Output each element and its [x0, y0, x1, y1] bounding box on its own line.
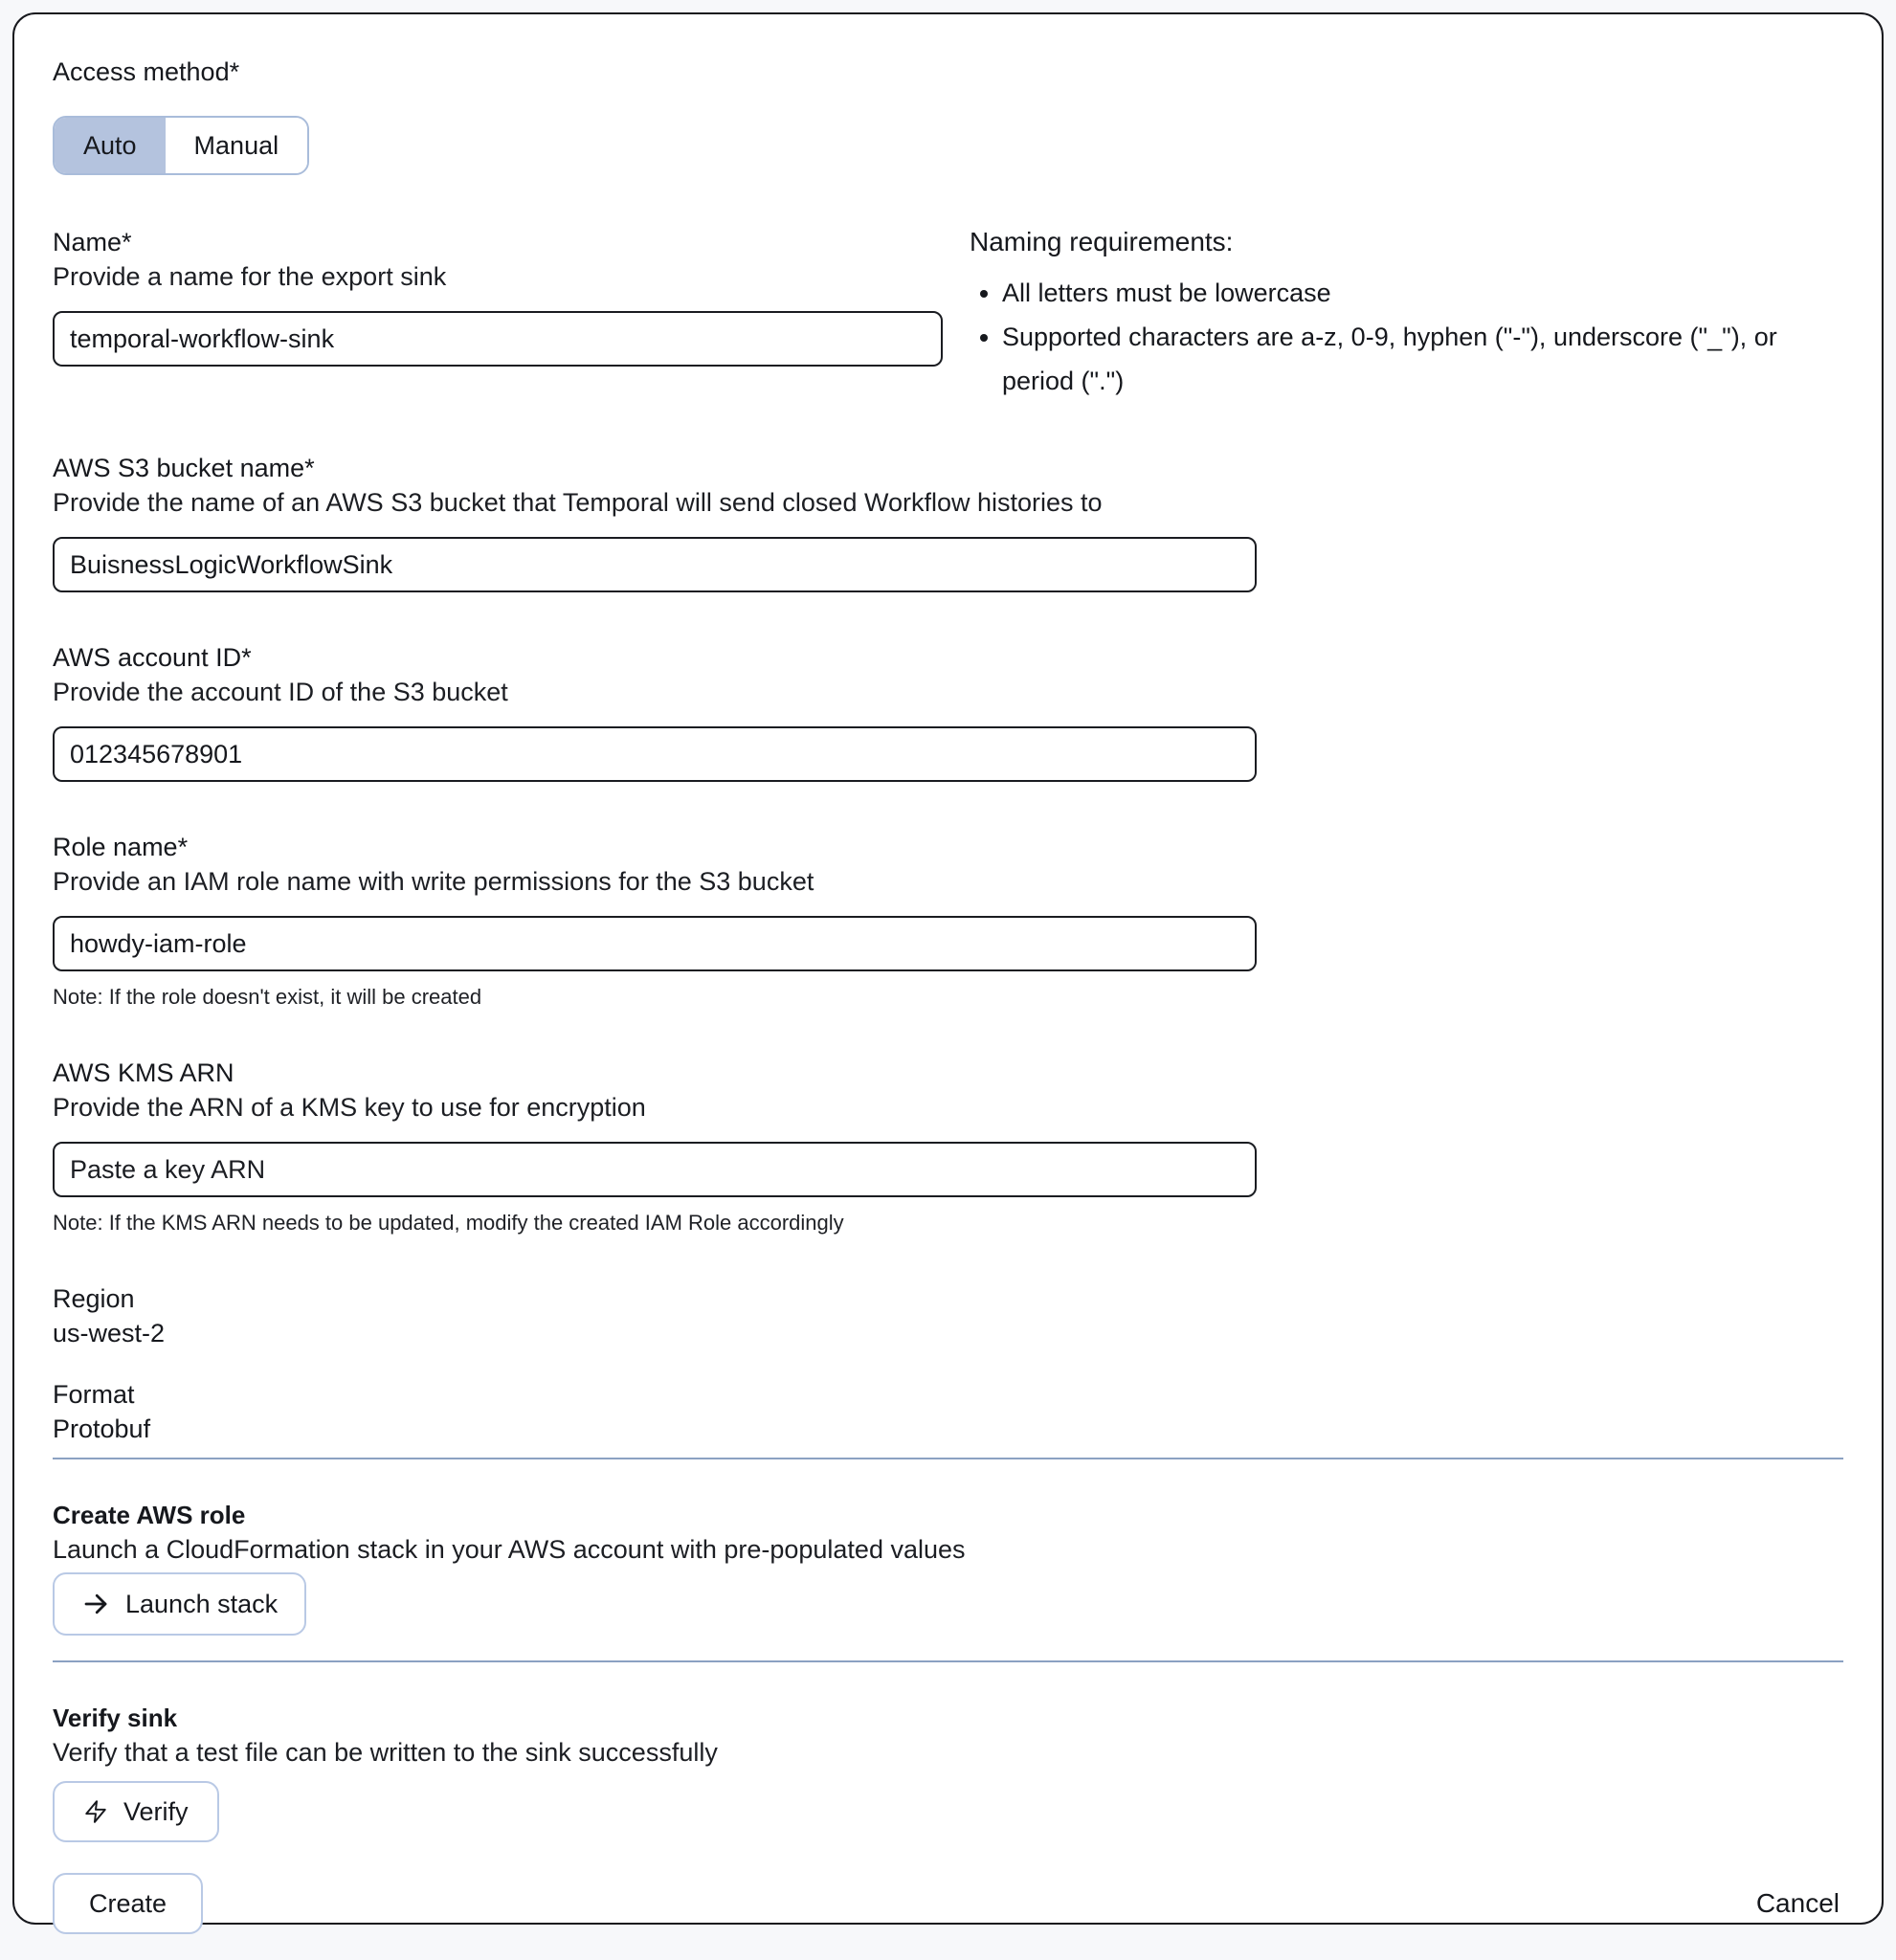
- launch-stack-button[interactable]: [53, 1572, 306, 1636]
- s3-bucket-label: AWS S3 bucket name*: [53, 454, 315, 482]
- format-value: Protobuf: [53, 1414, 151, 1443]
- section-divider: [53, 1660, 1843, 1662]
- form-actions: [53, 1873, 1843, 1934]
- create-aws-role-description: Launch a CloudFormation stack in your AWS account with pre-populated values: [53, 1535, 966, 1564]
- name-input[interactable]: [53, 311, 943, 367]
- create-aws-role-title: Create AWS role: [53, 1501, 246, 1529]
- role-name-field: [53, 830, 1843, 1012]
- create-button-label: Create: [89, 1888, 167, 1918]
- access-method-label: Access method*: [53, 57, 240, 86]
- verify-sink-description: Verify that a test file can be written to the sink successfully: [53, 1738, 718, 1767]
- role-name-input[interactable]: [53, 916, 1257, 971]
- account-id-description: Provide the account ID of the S3 bucket: [53, 678, 508, 706]
- naming-requirements-title: Naming requirements:: [970, 227, 1234, 256]
- kms-arn-note: Note: If the KMS ARN needs to be updated, modify the created IAM Role accordingly: [53, 1211, 844, 1235]
- kms-arn-input[interactable]: [53, 1142, 1257, 1197]
- kms-arn-description: Provide the ARN of a KMS key to use for encryption: [53, 1093, 646, 1122]
- name-description: Provide a name for the export sink: [53, 262, 447, 291]
- naming-requirement-item: • Supported characters are a-z, 0-9, hyphen ("-"), underscore ("_"), or period ("."): [1002, 315, 1843, 403]
- access-method-field: [53, 55, 1843, 175]
- section-divider: [53, 1458, 1843, 1459]
- access-method-option-manual[interactable]: Manual: [166, 118, 308, 173]
- export-sink-form-card: [12, 12, 1884, 1925]
- verify-sink-section: [53, 1701, 1843, 1842]
- format-field: [53, 1377, 1843, 1446]
- verify-button[interactable]: [53, 1781, 219, 1842]
- access-method-option-auto[interactable]: Auto: [55, 118, 166, 173]
- name-field: [53, 225, 943, 403]
- s3-bucket-field: [53, 451, 1843, 592]
- account-id-field: [53, 640, 1843, 782]
- arrow-right-icon: [81, 1590, 110, 1618]
- verify-button-label: Verify: [123, 1796, 189, 1826]
- format-label: Format: [53, 1380, 135, 1409]
- create-button[interactable]: [53, 1873, 203, 1934]
- zap-icon: [83, 1799, 108, 1824]
- s3-bucket-input[interactable]: [53, 537, 1257, 592]
- kms-arn-field: [53, 1056, 1843, 1237]
- naming-requirement-item: • All letters must be lowercase: [1002, 271, 1843, 315]
- naming-requirements: [970, 225, 1843, 403]
- cancel-button[interactable]: Cancel: [1752, 1881, 1843, 1927]
- verify-sink-title: Verify sink: [53, 1704, 178, 1732]
- region-field: [53, 1281, 1843, 1350]
- role-name-note: Note: If the role doesn't exist, it will be created: [53, 985, 482, 1009]
- kms-arn-label: AWS KMS ARN: [53, 1058, 234, 1087]
- launch-stack-button-label: Launch stack: [125, 1589, 279, 1618]
- name-label: Name*: [53, 228, 132, 256]
- role-name-description: Provide an IAM role name with write permissions for the S3 bucket: [53, 867, 814, 896]
- naming-requirements-list: [1002, 271, 1843, 403]
- name-row: [53, 225, 1843, 403]
- region-label: Region: [53, 1284, 135, 1313]
- access-method-toggle: [53, 116, 309, 175]
- role-name-label: Role name*: [53, 833, 189, 861]
- region-value: us-west-2: [53, 1319, 166, 1348]
- account-id-label: AWS account ID*: [53, 643, 252, 672]
- create-aws-role-section: [53, 1498, 1843, 1636]
- s3-bucket-description: Provide the name of an AWS S3 bucket that Temporal will send closed Workflow histories to: [53, 488, 1103, 517]
- account-id-input[interactable]: [53, 726, 1257, 782]
